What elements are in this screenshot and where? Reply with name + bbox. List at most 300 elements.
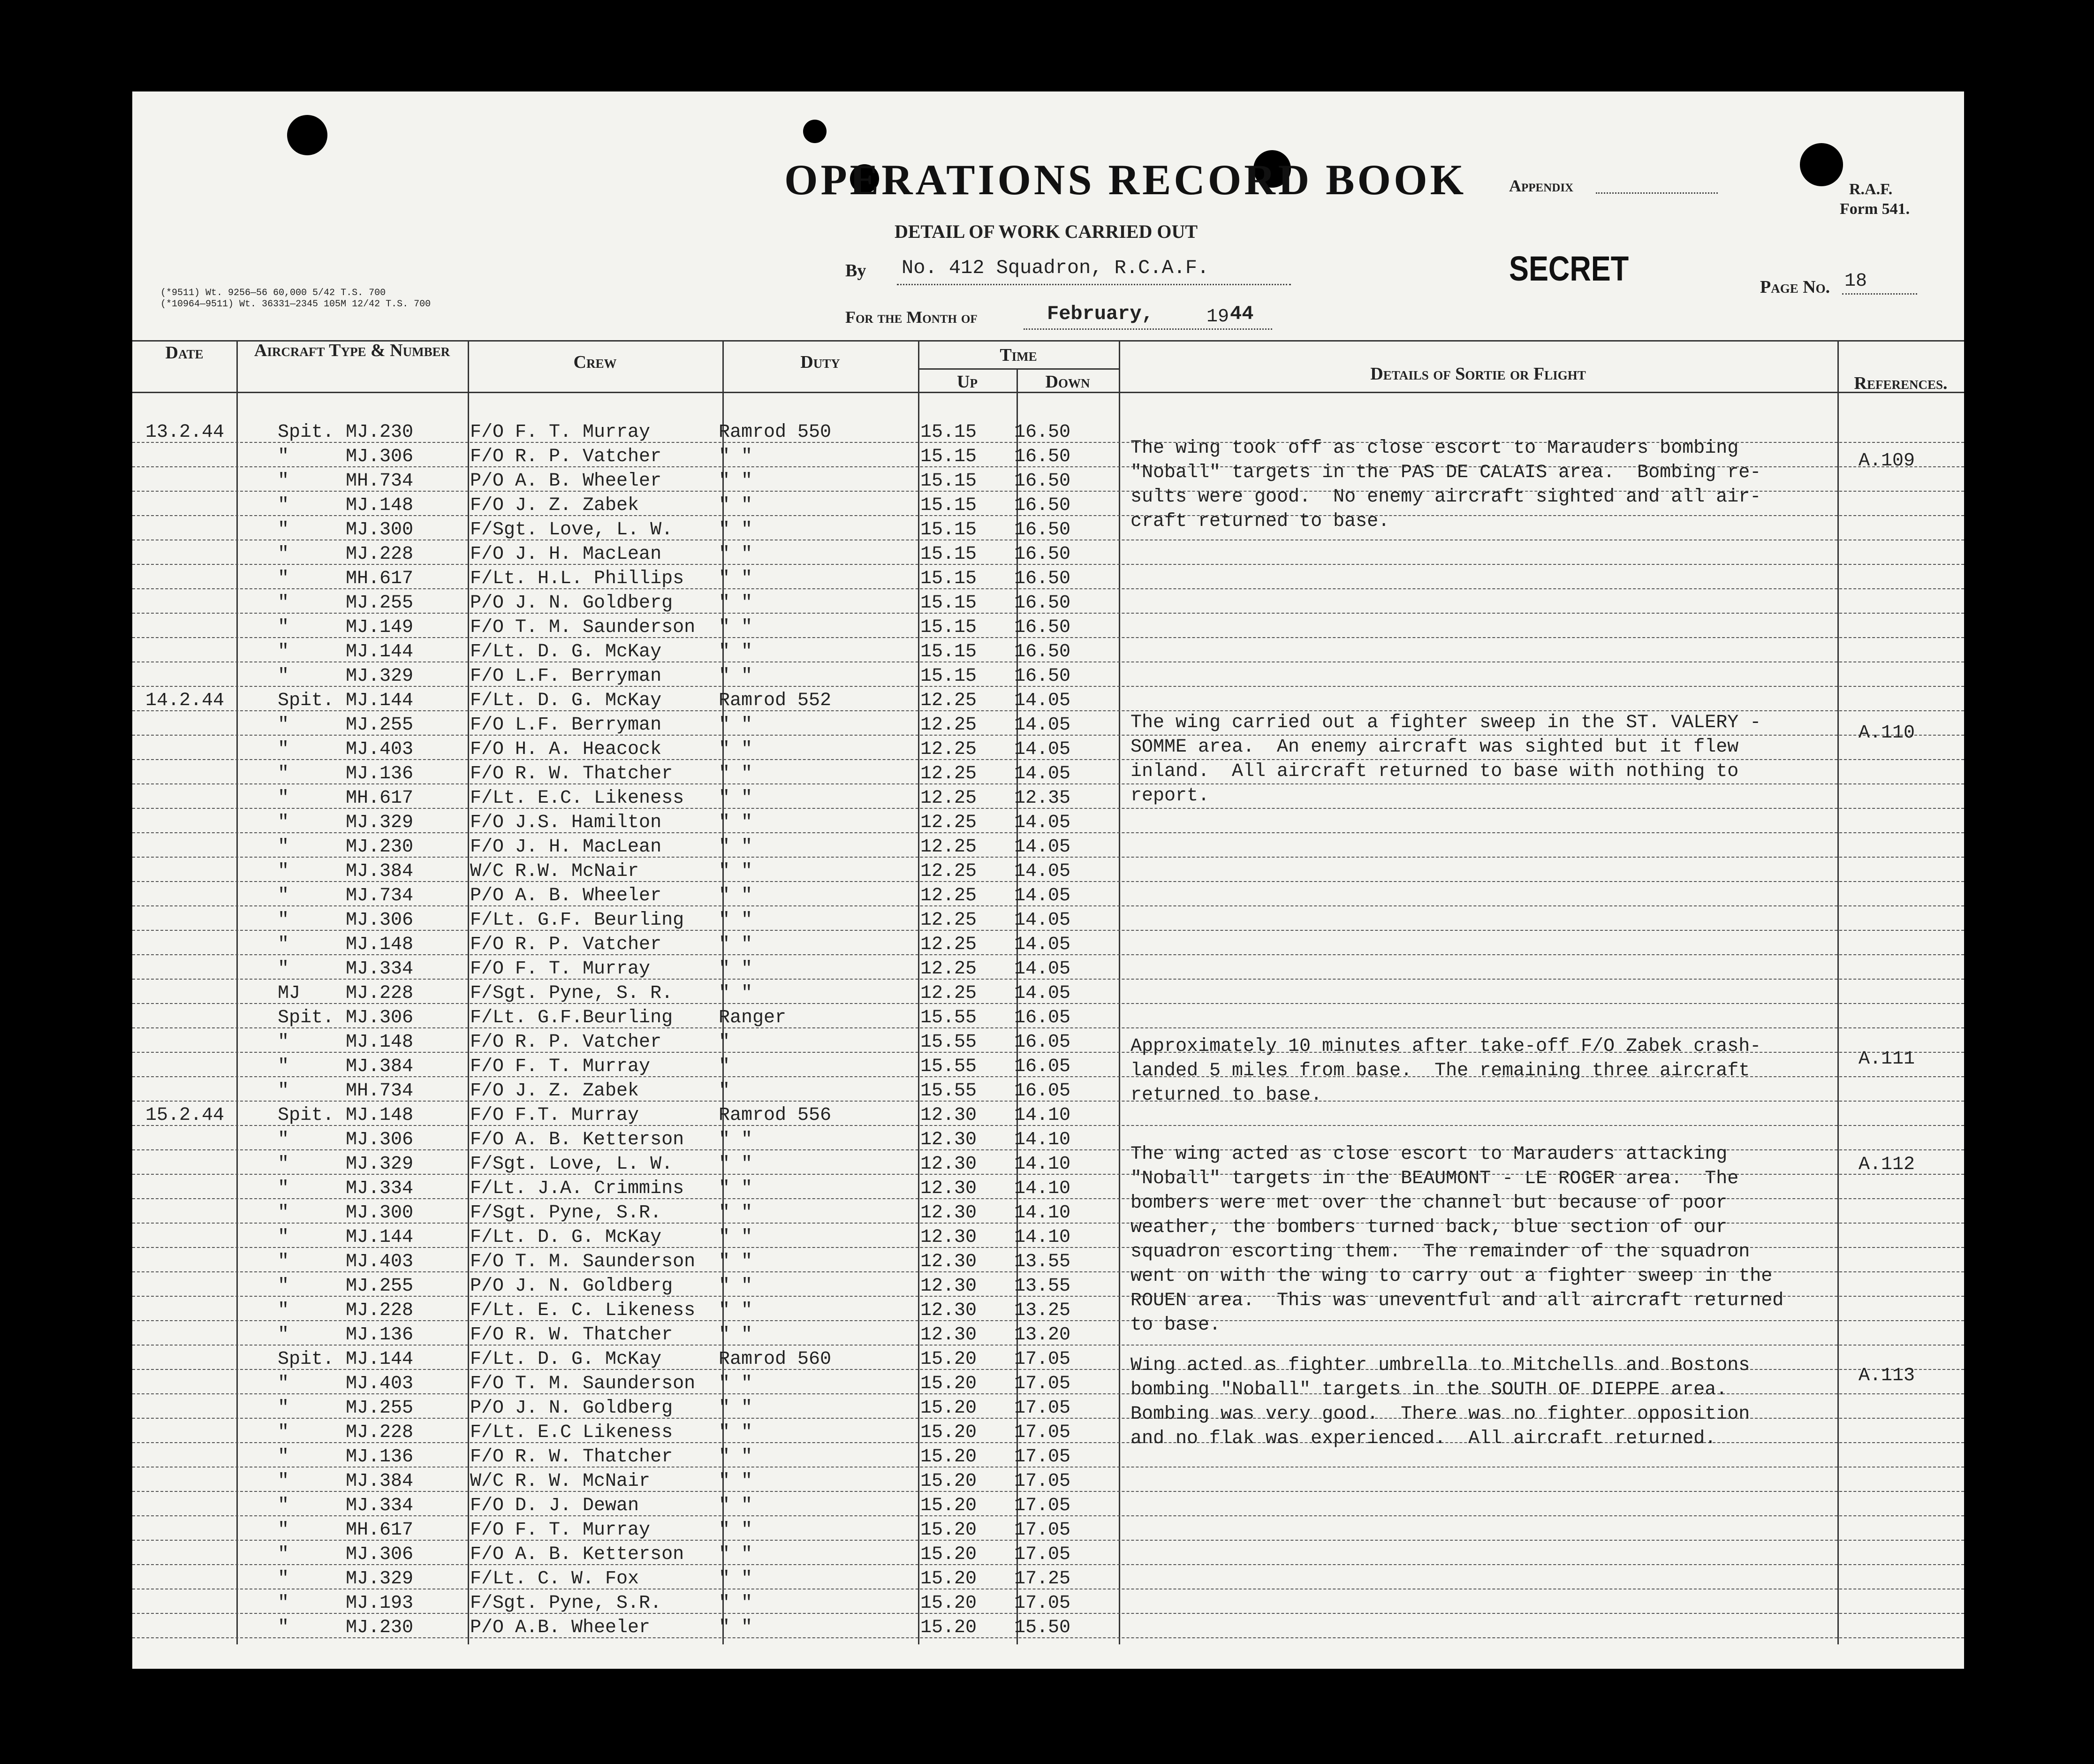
- row-aircraft-number: MJ.306: [346, 910, 414, 931]
- column-header-details: Details of Sortie or Flight: [1370, 364, 1586, 384]
- year-prefix: 19: [1206, 306, 1229, 327]
- row-rule: [132, 954, 1964, 955]
- sortie-details: Wing acted as fighter umbrella to Mitchells and Bostons bombing "Noball" targets in the SOUTH OF DIEPPE area. Bombing was very good. There was no fighter opposition and no flak was experienced. All aircraft returned.: [1130, 1355, 1750, 1449]
- row-crew: F/Lt. J.A. Crimmins: [470, 1178, 684, 1199]
- punch-hole: [1800, 143, 1843, 186]
- row-aircraft-number: MJ.300: [346, 519, 414, 540]
- row-aircraft-number: MJ.255: [346, 1398, 414, 1419]
- row-time-down: 14.05: [1014, 763, 1071, 784]
- row-crew: F/Lt. C. W. Fox: [470, 1568, 639, 1589]
- row-duty: " ": [719, 763, 753, 784]
- row-time-down: 17.25: [1014, 1568, 1071, 1589]
- row-aircraft-number: MJ.329: [346, 812, 414, 833]
- reference: A.111: [1859, 1049, 1915, 1070]
- row-time-up: 15.15: [920, 422, 977, 443]
- row-time-up: 12.25: [920, 739, 977, 760]
- row-duty: " ": [719, 1422, 753, 1443]
- row-crew: P/O A. B. Wheeler: [470, 471, 662, 492]
- row-crew: F/O J.S. Hamilton: [470, 812, 662, 833]
- row-crew: F/O R. P. Vatcher: [470, 446, 662, 467]
- row-aircraft-number: MJ.403: [346, 1251, 414, 1272]
- row-time-up: 15.15: [920, 544, 977, 565]
- row-time-down: 14.10: [1014, 1154, 1071, 1175]
- page-number: 18: [1844, 271, 1867, 292]
- row-duty: " ": [719, 1251, 753, 1272]
- row-duty: Ramrod 560: [719, 1349, 832, 1370]
- row-aircraft-type: ": [278, 1495, 289, 1516]
- row-rule: [132, 637, 1964, 638]
- row-crew: P/O J. N. Goldberg: [470, 1276, 673, 1297]
- sortie-details: The wing acted as close escort to Marauders attacking "Noball" targets in the BEAUMONT - LE ROGER area. The bombers were met over the channel but because of poor weather, the bombers turned back, blue section of our squadron escorting them. The remainder of the squadron went on with the wing to carry out a fighter sweep in the ROUEN area. This was uneventful and all aircraft returned to base.: [1130, 1144, 1784, 1336]
- row-crew: F/Sgt. Pyne, S.R.: [470, 1593, 662, 1614]
- row-time-down: 14.05: [1014, 715, 1071, 736]
- row-time-down: 16.05: [1014, 1007, 1071, 1028]
- month-label: For the Month of: [845, 308, 978, 327]
- row-duty: " ": [719, 812, 753, 833]
- row-duty: " ": [719, 958, 753, 980]
- row-crew: F/O F. T. Murray: [470, 958, 651, 980]
- row-time-up: 12.25: [920, 861, 977, 882]
- aircraft-header-text: Aircraft Type & Number: [254, 341, 450, 360]
- punch-hole: [287, 115, 327, 155]
- row-time-down: 14.10: [1014, 1227, 1071, 1248]
- row-aircraft-number: MJ.329: [346, 1154, 414, 1175]
- row-rule: [132, 1515, 1964, 1516]
- row-time-up: 12.25: [920, 715, 977, 736]
- form-id-line2: Form 541.: [1840, 200, 1910, 218]
- row-aircraft-number: MJ.228: [346, 1300, 414, 1321]
- row-aircraft-type: ": [278, 519, 289, 540]
- row-time-up: 12.25: [920, 910, 977, 931]
- row-aircraft-number: MJ.334: [346, 1495, 414, 1516]
- row-time-up: 12.30: [920, 1178, 977, 1199]
- row-crew: F/O L.F. Berryman: [470, 715, 662, 736]
- row-aircraft-type: ": [278, 1568, 289, 1589]
- row-aircraft-type: ": [278, 934, 289, 955]
- row-rule: [132, 1027, 1964, 1028]
- row-aircraft-number: MJ.148: [346, 495, 414, 516]
- row-aircraft-type: Spit.: [278, 690, 334, 711]
- row-crew: F/O R. W. Thatcher: [470, 1446, 673, 1467]
- row-rule: [132, 1345, 1964, 1346]
- row-time-up: 15.20: [920, 1520, 977, 1541]
- row-aircraft-number: MH.734: [346, 1080, 414, 1102]
- row-time-down: 14.05: [1014, 934, 1071, 955]
- row-aircraft-type: ": [278, 568, 289, 589]
- row-duty: Ranger: [719, 1007, 787, 1028]
- row-time-up: 15.15: [920, 666, 977, 687]
- row-rule: [132, 1491, 1964, 1492]
- row-time-down: 14.05: [1014, 836, 1071, 858]
- row-aircraft-number: MJ.334: [346, 958, 414, 980]
- row-crew: F/O J. H. MacLean: [470, 836, 662, 858]
- row-aircraft-number: MJ.306: [346, 1129, 414, 1150]
- row-aircraft-type: ": [278, 593, 289, 614]
- row-aircraft-number: MJ.148: [346, 934, 414, 955]
- row-crew: W/C R. W. McNair: [470, 1471, 651, 1492]
- row-aircraft-number: MJ.144: [346, 641, 414, 662]
- row-crew: F/Lt. D. G. McKay: [470, 1227, 662, 1248]
- row-time-up: 15.15: [920, 641, 977, 662]
- row-date: 15.2.44: [145, 1105, 225, 1126]
- column-rule: [918, 340, 919, 1644]
- row-crew: P/O A. B. Wheeler: [470, 885, 662, 906]
- reference: A.109: [1859, 450, 1915, 471]
- row-aircraft-type: ": [278, 1129, 289, 1150]
- row-aircraft-number: MJ.228: [346, 983, 414, 1004]
- reference: A.110: [1859, 722, 1915, 744]
- row-duty: " ": [719, 836, 753, 858]
- row-time-up: 12.30: [920, 1202, 977, 1224]
- row-rule: [132, 613, 1964, 614]
- row-date: 13.2.44: [145, 422, 225, 443]
- row-time-up: 15.15: [920, 446, 977, 467]
- row-duty: Ramrod 552: [719, 690, 832, 711]
- row-aircraft-type: ": [278, 641, 289, 662]
- row-aircraft-type: ": [278, 1227, 289, 1248]
- row-time-down: 16.05: [1014, 1032, 1071, 1053]
- row-time-down: 17.05: [1014, 1446, 1071, 1467]
- row-time-up: 12.30: [920, 1227, 977, 1248]
- row-time-up: 15.55: [920, 1032, 977, 1053]
- row-aircraft-number: MJ.734: [346, 885, 414, 906]
- row-time-up: 12.30: [920, 1251, 977, 1272]
- row-rule: [132, 686, 1964, 687]
- row-time-down: 16.50: [1014, 666, 1071, 687]
- row-crew: F/Lt. E. C. Likeness: [470, 1300, 696, 1321]
- page-label: Page No.: [1760, 277, 1830, 297]
- row-aircraft-number: MJ.136: [346, 763, 414, 784]
- row-time-up: 12.30: [920, 1324, 977, 1346]
- secret-stamp: SECRET: [1509, 249, 1629, 288]
- row-aircraft-type: ": [278, 1300, 289, 1321]
- column-header-duty: Duty: [800, 352, 840, 372]
- row-duty: " ": [719, 1446, 753, 1467]
- row-aircraft-number: MJ.255: [346, 1276, 414, 1297]
- row-time-down: 17.05: [1014, 1520, 1071, 1541]
- row-aircraft-type: ": [278, 739, 289, 760]
- row-time-up: 15.15: [920, 519, 977, 540]
- row-crew: F/Lt. E.C. Likeness: [470, 788, 684, 809]
- row-aircraft-number: MJ.384: [346, 861, 414, 882]
- row-crew: F/O R. P. Vatcher: [470, 934, 662, 955]
- row-duty: " ": [719, 934, 753, 955]
- row-aircraft-number: MJ.144: [346, 1227, 414, 1248]
- row-aircraft-number: MH.734: [346, 471, 414, 492]
- row-time-down: 13.25: [1014, 1300, 1071, 1321]
- row-crew: F/O R. W. Thatcher: [470, 763, 673, 784]
- row-aircraft-type: ": [278, 1446, 289, 1467]
- row-crew: F/O J. Z. Zabek: [470, 1080, 639, 1102]
- row-duty: " ": [719, 1276, 753, 1297]
- row-time-up: 15.20: [920, 1446, 977, 1467]
- row-aircraft-type: ": [278, 1617, 289, 1638]
- row-crew: F/O T. M. Saunderson: [470, 617, 696, 638]
- row-aircraft-number: MJ.306: [346, 1007, 414, 1028]
- row-time-down: 16.50: [1014, 495, 1071, 516]
- row-duty: " ": [719, 1227, 753, 1248]
- row-aircraft-number: MJ.193: [346, 1593, 414, 1614]
- row-time-down: 14.05: [1014, 885, 1071, 906]
- row-rule: [132, 979, 1964, 980]
- year-suffix: 44: [1230, 303, 1254, 325]
- row-crew: F/O J. H. MacLean: [470, 544, 662, 565]
- row-aircraft-type: ": [278, 812, 289, 833]
- row-duty: " ": [719, 1568, 753, 1589]
- row-crew: W/C R.W. McNair: [470, 861, 639, 882]
- row-time-down: 17.05: [1014, 1544, 1071, 1565]
- sortie-details: The wing took off as close escort to Marauders bombing "Noball" targets in the PAS DE CALAIS area. Bombing re- sults were good. No enemy aircraft sighted and all air- craft returned to base.: [1130, 438, 1761, 532]
- row-aircraft-number: MJ.403: [346, 739, 414, 760]
- row-aircraft-type: ": [278, 1251, 289, 1272]
- row-aircraft-number: MJ.149: [346, 617, 414, 638]
- row-crew: F/O J. Z. Zabek: [470, 495, 639, 516]
- row-duty: " ": [719, 1324, 753, 1346]
- row-aircraft-type: ": [278, 1593, 289, 1614]
- row-time-down: 17.05: [1014, 1471, 1071, 1492]
- row-time-up: 12.25: [920, 885, 977, 906]
- row-duty: " ": [719, 544, 753, 565]
- row-crew: F/Lt. D. G. McKay: [470, 1349, 662, 1370]
- row-time-down: 14.10: [1014, 1105, 1071, 1126]
- row-aircraft-type: Spit.: [278, 422, 334, 443]
- row-time-down: 17.05: [1014, 1422, 1071, 1443]
- row-aircraft-type: ": [278, 910, 289, 931]
- row-aircraft-number: MJ.329: [346, 1568, 414, 1589]
- row-time-up: 15.15: [920, 617, 977, 638]
- row-time-down: 17.05: [1014, 1398, 1071, 1419]
- row-duty: " ": [719, 1520, 753, 1541]
- reference: A.113: [1859, 1365, 1915, 1386]
- row-time-up: 15.20: [920, 1617, 977, 1638]
- row-crew: P/O A.B. Wheeler: [470, 1617, 651, 1638]
- row-time-down: 16.50: [1014, 568, 1071, 589]
- row-aircraft-number: MJ.144: [346, 690, 414, 711]
- month-value: February,: [1047, 303, 1153, 325]
- subtitle: DETAIL OF WORK CARRIED OUT: [895, 221, 1198, 242]
- row-aircraft-number: MJ.136: [346, 1324, 414, 1346]
- row-time-down: 17.05: [1014, 1593, 1071, 1614]
- row-time-down: 14.05: [1014, 983, 1071, 1004]
- row-time-down: 13.20: [1014, 1324, 1071, 1346]
- row-rule: [132, 1637, 1964, 1638]
- row-duty: " ": [719, 593, 753, 614]
- row-crew: F/O F. T. Murray: [470, 1056, 651, 1077]
- row-time-up: 12.30: [920, 1276, 977, 1297]
- row-aircraft-type: ": [278, 1520, 289, 1541]
- row-duty: " ": [719, 641, 753, 662]
- appendix-line: [1596, 192, 1718, 194]
- row-rule: [132, 1564, 1964, 1565]
- row-aircraft-type: ": [278, 495, 289, 516]
- row-duty: " ": [719, 1593, 753, 1614]
- row-time-down: 16.50: [1014, 544, 1071, 565]
- by-label: By: [845, 261, 866, 281]
- row-aircraft-type: ": [278, 885, 289, 906]
- row-aircraft-number: MH.617: [346, 788, 414, 809]
- row-time-up: 15.20: [920, 1349, 977, 1370]
- row-duty: " ": [719, 617, 753, 638]
- row-aircraft-type: ": [278, 715, 289, 736]
- row-aircraft-type: ": [278, 1154, 289, 1175]
- row-rule: [132, 1003, 1964, 1004]
- row-aircraft-type: ": [278, 788, 289, 809]
- row-crew: F/O F. T. Murray: [470, 1520, 651, 1541]
- row-time-down: 17.05: [1014, 1495, 1071, 1516]
- row-time-down: 14.05: [1014, 739, 1071, 760]
- sortie-details: The wing carried out a fighter sweep in the ST. VALERY - SOMME area. An enemy aircraft was sighted but it flew inland. All aircraft returned to base with nothing to report.: [1130, 712, 1761, 806]
- row-time-up: 15.20: [920, 1471, 977, 1492]
- row-aircraft-type: ": [278, 958, 289, 980]
- row-aircraft-type: Spit.: [278, 1007, 334, 1028]
- row-duty: " ": [719, 1471, 753, 1492]
- punch-hole: [803, 120, 827, 143]
- row-crew: P/O J. N. Goldberg: [470, 1398, 673, 1419]
- row-duty: " ": [719, 666, 753, 687]
- row-rule: [132, 564, 1964, 565]
- row-time-up: 12.25: [920, 958, 977, 980]
- row-duty: ": [719, 1080, 730, 1102]
- row-duty: " ": [719, 1495, 753, 1516]
- row-aircraft-type: ": [278, 763, 289, 784]
- row-time-up: 15.55: [920, 1056, 977, 1077]
- row-time-down: 12.35: [1014, 788, 1071, 809]
- appendix-label: Appendix: [1509, 176, 1574, 195]
- row-duty: " ": [719, 446, 753, 467]
- column-rule: [236, 340, 238, 1644]
- row-aircraft-type: ": [278, 1056, 289, 1077]
- row-time-down: 16.05: [1014, 1080, 1071, 1102]
- print-reference: (*9511) Wt. 9256—56 60,000 5/42 T.S. 700: [160, 288, 386, 298]
- row-rule: [132, 588, 1964, 589]
- row-aircraft-type: ": [278, 1373, 289, 1394]
- row-time-down: 17.05: [1014, 1373, 1071, 1394]
- row-time-down: 14.10: [1014, 1202, 1071, 1224]
- row-duty: " ": [719, 739, 753, 760]
- row-rule: [132, 930, 1964, 931]
- row-rule: [132, 905, 1964, 906]
- row-duty: " ": [719, 715, 753, 736]
- row-duty: " ": [719, 495, 753, 516]
- row-aircraft-type: ": [278, 1471, 289, 1492]
- row-crew: F/O T. M. Saunderson: [470, 1251, 696, 1272]
- row-crew: F/Lt. D. G. McKay: [470, 690, 662, 711]
- row-time-up: 15.15: [920, 471, 977, 492]
- row-aircraft-type: ": [278, 861, 289, 882]
- row-aircraft-type: ": [278, 1544, 289, 1565]
- record-sheet: [132, 91, 1964, 1669]
- row-duty: " ": [719, 983, 753, 1004]
- row-time-up: 12.25: [920, 788, 977, 809]
- row-duty: " ": [719, 1373, 753, 1394]
- column-header-up: Up: [957, 372, 978, 392]
- row-aircraft-type: ": [278, 1080, 289, 1102]
- row-crew: F/O D. J. Dewan: [470, 1495, 639, 1516]
- column-header-references: References.: [1854, 373, 1948, 393]
- row-duty: " ": [719, 568, 753, 589]
- row-duty: " ": [719, 519, 753, 540]
- row-time-down: 14.05: [1014, 861, 1071, 882]
- row-time-up: 15.20: [920, 1398, 977, 1419]
- row-time-up: 12.25: [920, 690, 977, 711]
- column-header-crew: Crew: [573, 352, 617, 372]
- column-header-time: Time: [1000, 345, 1037, 365]
- row-rule: [132, 1613, 1964, 1614]
- row-time-up: 15.20: [920, 1495, 977, 1516]
- row-aircraft-number: MJ.230: [346, 422, 414, 443]
- column-rule: [468, 340, 469, 1644]
- row-aircraft-number: MJ.306: [346, 446, 414, 467]
- row-aircraft-number: MJ.384: [346, 1056, 414, 1077]
- row-duty: " ": [719, 861, 753, 882]
- row-aircraft-number: MJ.306: [346, 1544, 414, 1565]
- row-duty: ": [719, 1056, 730, 1077]
- row-aircraft-number: MJ.148: [346, 1032, 414, 1053]
- row-time-down: 17.05: [1014, 1349, 1071, 1370]
- row-time-down: 14.05: [1014, 910, 1071, 931]
- column-rule: [1119, 340, 1120, 1644]
- row-time-up: 15.20: [920, 1373, 977, 1394]
- row-duty: " ": [719, 1300, 753, 1321]
- row-time-up: 12.25: [920, 934, 977, 955]
- row-time-up: 12.30: [920, 1129, 977, 1150]
- row-time-down: 16.50: [1014, 617, 1071, 638]
- row-crew: F/O R. P. Vatcher: [470, 1032, 662, 1053]
- row-duty: Ramrod 556: [719, 1105, 832, 1126]
- row-time-up: 15.15: [920, 495, 977, 516]
- row-aircraft-number: MJ.230: [346, 836, 414, 858]
- row-duty: Ramrod 550: [719, 422, 832, 443]
- row-time-up: 12.30: [920, 1105, 977, 1126]
- row-aircraft-number: MJ.403: [346, 1373, 414, 1394]
- column-header-down: Down: [1045, 372, 1090, 392]
- time-split-rule: [918, 368, 1119, 370]
- row-time-up: 12.30: [920, 1154, 977, 1175]
- row-time-down: 15.50: [1014, 1617, 1071, 1638]
- row-rule: [132, 832, 1964, 833]
- row-duty: " ": [719, 910, 753, 931]
- row-aircraft-type: MJ: [278, 983, 301, 1004]
- column-rule: [1837, 340, 1839, 1644]
- row-time-down: 14.05: [1014, 958, 1071, 980]
- row-aircraft-number: MJ.334: [346, 1178, 414, 1199]
- row-aircraft-type: ": [278, 1178, 289, 1199]
- row-crew: F/O L.F. Berryman: [470, 666, 662, 687]
- row-rule: [132, 1125, 1964, 1126]
- row-aircraft-type: ": [278, 1398, 289, 1419]
- form-id-line1: R.A.F.: [1849, 181, 1893, 198]
- row-time-up: 15.15: [920, 568, 977, 589]
- row-duty: " ": [719, 1398, 753, 1419]
- month-line: [1024, 328, 1272, 330]
- row-rule: [132, 857, 1964, 858]
- column-header-date: Date: [165, 343, 204, 363]
- row-duty: " ": [719, 885, 753, 906]
- row-time-up: 12.25: [920, 763, 977, 784]
- row-crew: P/O J. N. Goldberg: [470, 593, 673, 614]
- row-time-down: 16.50: [1014, 446, 1071, 467]
- row-rule: [132, 881, 1964, 882]
- row-crew: F/O R. W. Thatcher: [470, 1324, 673, 1346]
- row-time-down: 16.05: [1014, 1056, 1071, 1077]
- row-time-down: 14.10: [1014, 1178, 1071, 1199]
- reference: A.112: [1859, 1154, 1915, 1175]
- row-aircraft-number: MJ.255: [346, 593, 414, 614]
- row-aircraft-type: ": [278, 1202, 289, 1224]
- row-time-down: 13.55: [1014, 1251, 1071, 1272]
- row-date: 14.2.44: [145, 690, 225, 711]
- row-aircraft-type: ": [278, 1324, 289, 1346]
